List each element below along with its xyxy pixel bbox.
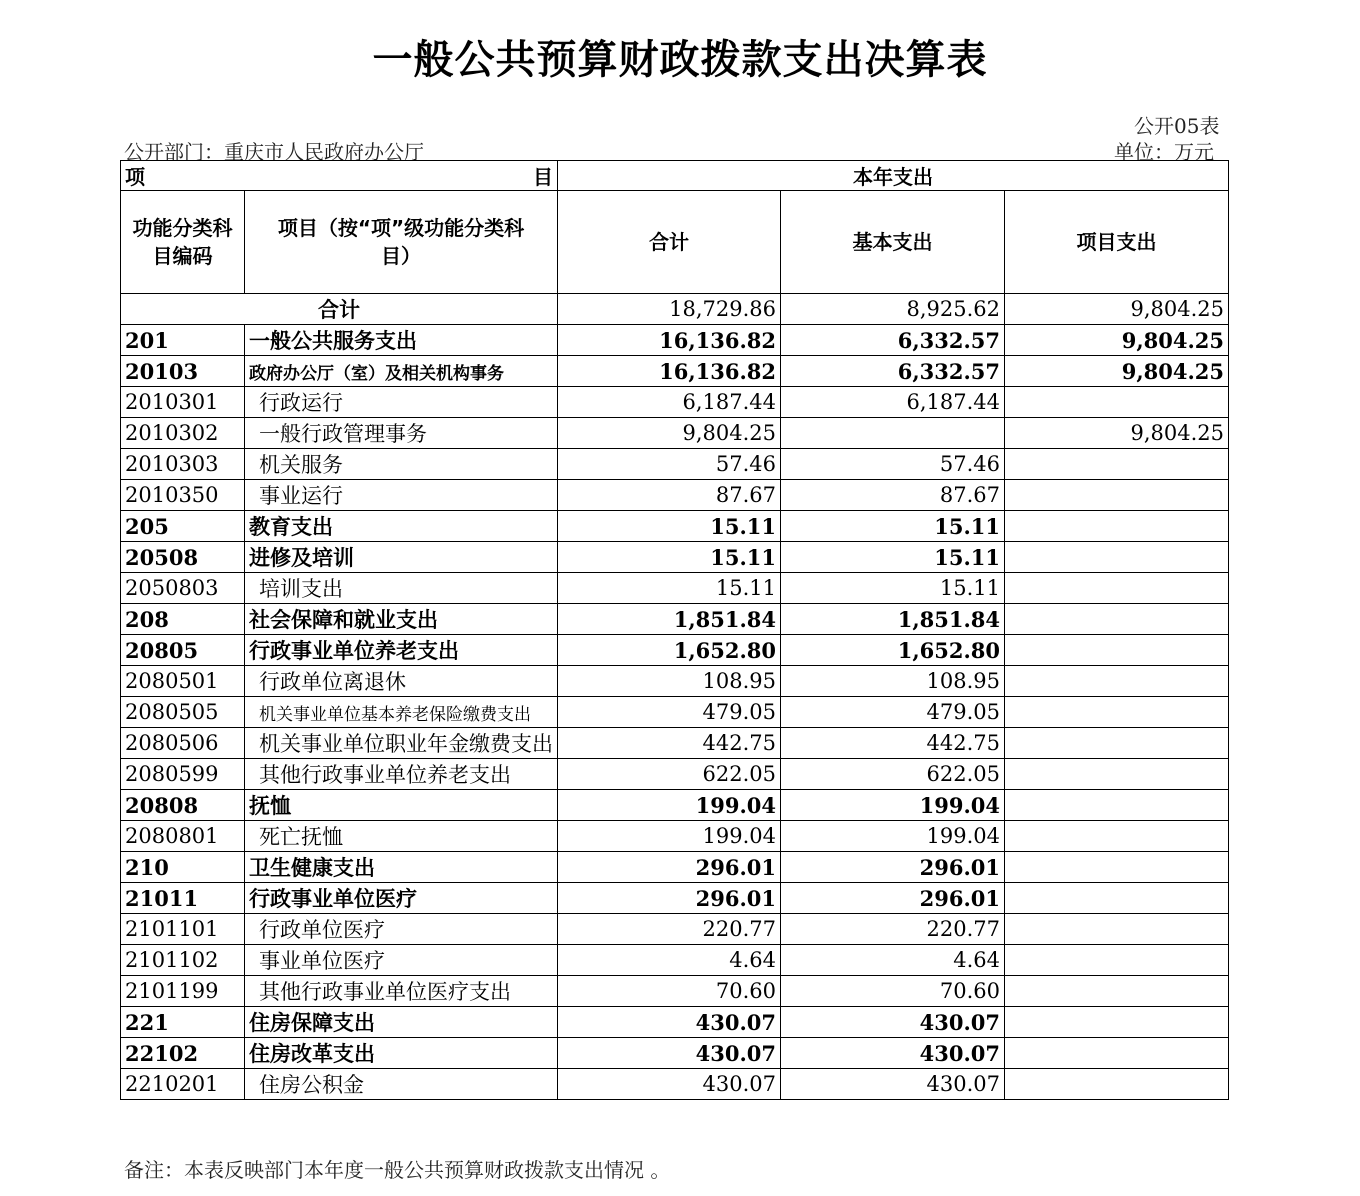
table-row [121,635,1229,666]
cell-total: 57.46 [558,449,781,480]
cell-project: 9,804.25 [1005,356,1229,387]
cell-basic: 70.60 [781,976,1005,1007]
cell-total: 4.64 [558,945,781,976]
table-row [121,542,1229,573]
cell-total: 430.07 [558,1038,781,1069]
cell-project [1005,759,1229,790]
total-project: 9,804.25 [1005,294,1229,325]
table-row [121,697,1229,728]
cell-basic: 87.67 [781,480,1005,511]
cell-total: 16,136.82 [558,325,781,356]
header-row-bottom [121,191,1229,294]
table-row [121,1007,1229,1038]
cell-basic: 430.07 [781,1007,1005,1038]
cell-basic: 6,332.57 [781,356,1005,387]
cell-name: 一般公共服务支出 [245,325,558,356]
table-row [121,945,1229,976]
cell-code: 201 [121,325,245,356]
cell-basic: 430.07 [781,1038,1005,1069]
cell-basic: 108.95 [781,666,1005,697]
header-name: 项目（按“项”级功能分类科目） [245,191,558,294]
cell-total: 442.75 [558,728,781,759]
cell-basic: 15.11 [781,542,1005,573]
cell-total: 622.05 [558,759,781,790]
cell-code: 208 [121,604,245,635]
table-row [121,914,1229,945]
cell-basic: 1,851.84 [781,604,1005,635]
cell-basic: 15.11 [781,511,1005,542]
cell-name: 教育支出 [245,511,558,542]
header-code: 功能分类科目编码 [121,191,245,294]
cell-name: 事业运行 [245,480,558,511]
cell-basic: 296.01 [781,883,1005,914]
cell-total: 1,851.84 [558,604,781,635]
cell-basic [781,418,1005,449]
table-row [121,325,1229,356]
cell-code: 221 [121,1007,245,1038]
cell-total: 16,136.82 [558,356,781,387]
cell-project [1005,883,1229,914]
cell-name: 培训支出 [245,573,558,604]
header-item-left: 项 [125,165,145,189]
table-row [121,449,1229,480]
footnote: 备注：本表反映部门本年度一般公共预算财政拨款支出情况 。 [124,1158,671,1182]
cell-code: 2010303 [121,449,245,480]
cell-name: 行政事业单位养老支出 [245,635,558,666]
expenditure-table [120,160,1229,1100]
cell-name: 住房保障支出 [245,1007,558,1038]
cell-basic: 15.11 [781,573,1005,604]
total-basic: 8,925.62 [781,294,1005,325]
cell-code: 2101101 [121,914,245,945]
cell-name: 行政单位离退休 [245,666,558,697]
cell-code: 20805 [121,635,245,666]
cell-total: 199.04 [558,821,781,852]
cell-total: 15.11 [558,573,781,604]
cell-code: 2101199 [121,976,245,1007]
cell-basic: 1,652.80 [781,635,1005,666]
cell-basic: 442.75 [781,728,1005,759]
cell-basic: 430.07 [781,1069,1005,1100]
cell-basic: 57.46 [781,449,1005,480]
form-number: 公开05表 [1134,114,1220,138]
cell-project [1005,1038,1229,1069]
cell-project [1005,387,1229,418]
cell-total: 220.77 [558,914,781,945]
cell-project [1005,728,1229,759]
cell-code: 2010302 [121,418,245,449]
department-label: 公开部门：重庆市人民政府办公厅 [124,140,424,164]
cell-name: 政府办公厅（室）及相关机构事务 [245,356,558,387]
cell-code: 2080506 [121,728,245,759]
cell-code: 2080801 [121,821,245,852]
header-current-year: 本年支出 [558,161,1229,191]
table-row [121,1038,1229,1069]
cell-name: 其他行政事业单位养老支出 [245,759,558,790]
cell-name: 进修及培训 [245,542,558,573]
cell-project [1005,790,1229,821]
cell-project [1005,697,1229,728]
cell-total: 70.60 [558,976,781,1007]
cell-basic: 6,332.57 [781,325,1005,356]
table-row [121,356,1229,387]
cell-project [1005,666,1229,697]
cell-name: 机关事业单位基本养老保险缴费支出 [245,697,558,728]
header-basic: 基本支出 [781,191,1005,294]
cell-code: 22102 [121,1038,245,1069]
cell-code: 2010350 [121,480,245,511]
cell-project [1005,449,1229,480]
cell-basic: 199.04 [781,790,1005,821]
cell-code: 205 [121,511,245,542]
cell-total: 296.01 [558,883,781,914]
cell-name: 行政单位医疗 [245,914,558,945]
table-row [121,790,1229,821]
cell-total: 108.95 [558,666,781,697]
cell-total: 430.07 [558,1007,781,1038]
table-row [121,511,1229,542]
cell-code: 2101102 [121,945,245,976]
cell-code: 2010301 [121,387,245,418]
cell-project [1005,511,1229,542]
header-item-right: 目 [533,165,553,189]
cell-basic: 622.05 [781,759,1005,790]
cell-name: 抚恤 [245,790,558,821]
table-row [121,728,1229,759]
cell-code: 2210201 [121,1069,245,1100]
cell-name: 机关事业单位职业年金缴费支出 [245,728,558,759]
cell-name: 一般行政管理事务 [245,418,558,449]
cell-total: 15.11 [558,542,781,573]
table-row [121,759,1229,790]
cell-project [1005,1069,1229,1100]
total-row [121,294,1229,325]
cell-code: 21011 [121,883,245,914]
cell-name: 死亡抚恤 [245,821,558,852]
cell-total: 9,804.25 [558,418,781,449]
header-total: 合计 [558,191,781,294]
cell-code: 2080505 [121,697,245,728]
table-row [121,852,1229,883]
cell-basic: 6,187.44 [781,387,1005,418]
table-row [121,1069,1229,1100]
cell-total: 296.01 [558,852,781,883]
cell-basic: 296.01 [781,852,1005,883]
table-row [121,821,1229,852]
cell-total: 199.04 [558,790,781,821]
table-row [121,976,1229,1007]
cell-code: 2050803 [121,573,245,604]
cell-project: 9,804.25 [1005,418,1229,449]
cell-code: 20103 [121,356,245,387]
page-title: 一般公共预算财政拨款支出决算表 [372,37,988,83]
table-row [121,666,1229,697]
cell-project [1005,914,1229,945]
cell-name: 其他行政事业单位医疗支出 [245,976,558,1007]
table-row [121,883,1229,914]
total-label: 合计 [121,294,558,325]
cell-code: 2080501 [121,666,245,697]
cell-name: 机关服务 [245,449,558,480]
cell-total: 87.67 [558,480,781,511]
cell-project [1005,573,1229,604]
cell-name: 行政运行 [245,387,558,418]
cell-name: 行政事业单位医疗 [245,883,558,914]
cell-project [1005,945,1229,976]
cell-project [1005,821,1229,852]
cell-total: 430.07 [558,1069,781,1100]
cell-code: 20508 [121,542,245,573]
cell-total: 15.11 [558,511,781,542]
cell-name: 卫生健康支出 [245,852,558,883]
header-row-top [121,161,1229,191]
table-row [121,418,1229,449]
cell-name: 社会保障和就业支出 [245,604,558,635]
cell-project [1005,1007,1229,1038]
cell-project: 9,804.25 [1005,325,1229,356]
cell-project [1005,635,1229,666]
cell-name: 事业单位医疗 [245,945,558,976]
cell-basic: 220.77 [781,914,1005,945]
cell-basic: 199.04 [781,821,1005,852]
cell-total: 6,187.44 [558,387,781,418]
cell-total: 1,652.80 [558,635,781,666]
header-project: 项目支出 [1005,191,1229,294]
cell-code: 2080599 [121,759,245,790]
cell-name: 住房公积金 [245,1069,558,1100]
cell-project [1005,604,1229,635]
cell-code: 210 [121,852,245,883]
table-row [121,387,1229,418]
cell-project [1005,480,1229,511]
cell-code: 20808 [121,790,245,821]
cell-basic: 479.05 [781,697,1005,728]
table-row [121,604,1229,635]
cell-project [1005,542,1229,573]
cell-project [1005,976,1229,1007]
cell-name: 住房改革支出 [245,1038,558,1069]
total-total: 18,729.86 [558,294,781,325]
unit-label: 单位：万元 [1114,140,1214,164]
cell-project [1005,852,1229,883]
table-row [121,480,1229,511]
table-row [121,573,1229,604]
header-item [121,161,558,191]
cell-basic: 4.64 [781,945,1005,976]
cell-total: 479.05 [558,697,781,728]
